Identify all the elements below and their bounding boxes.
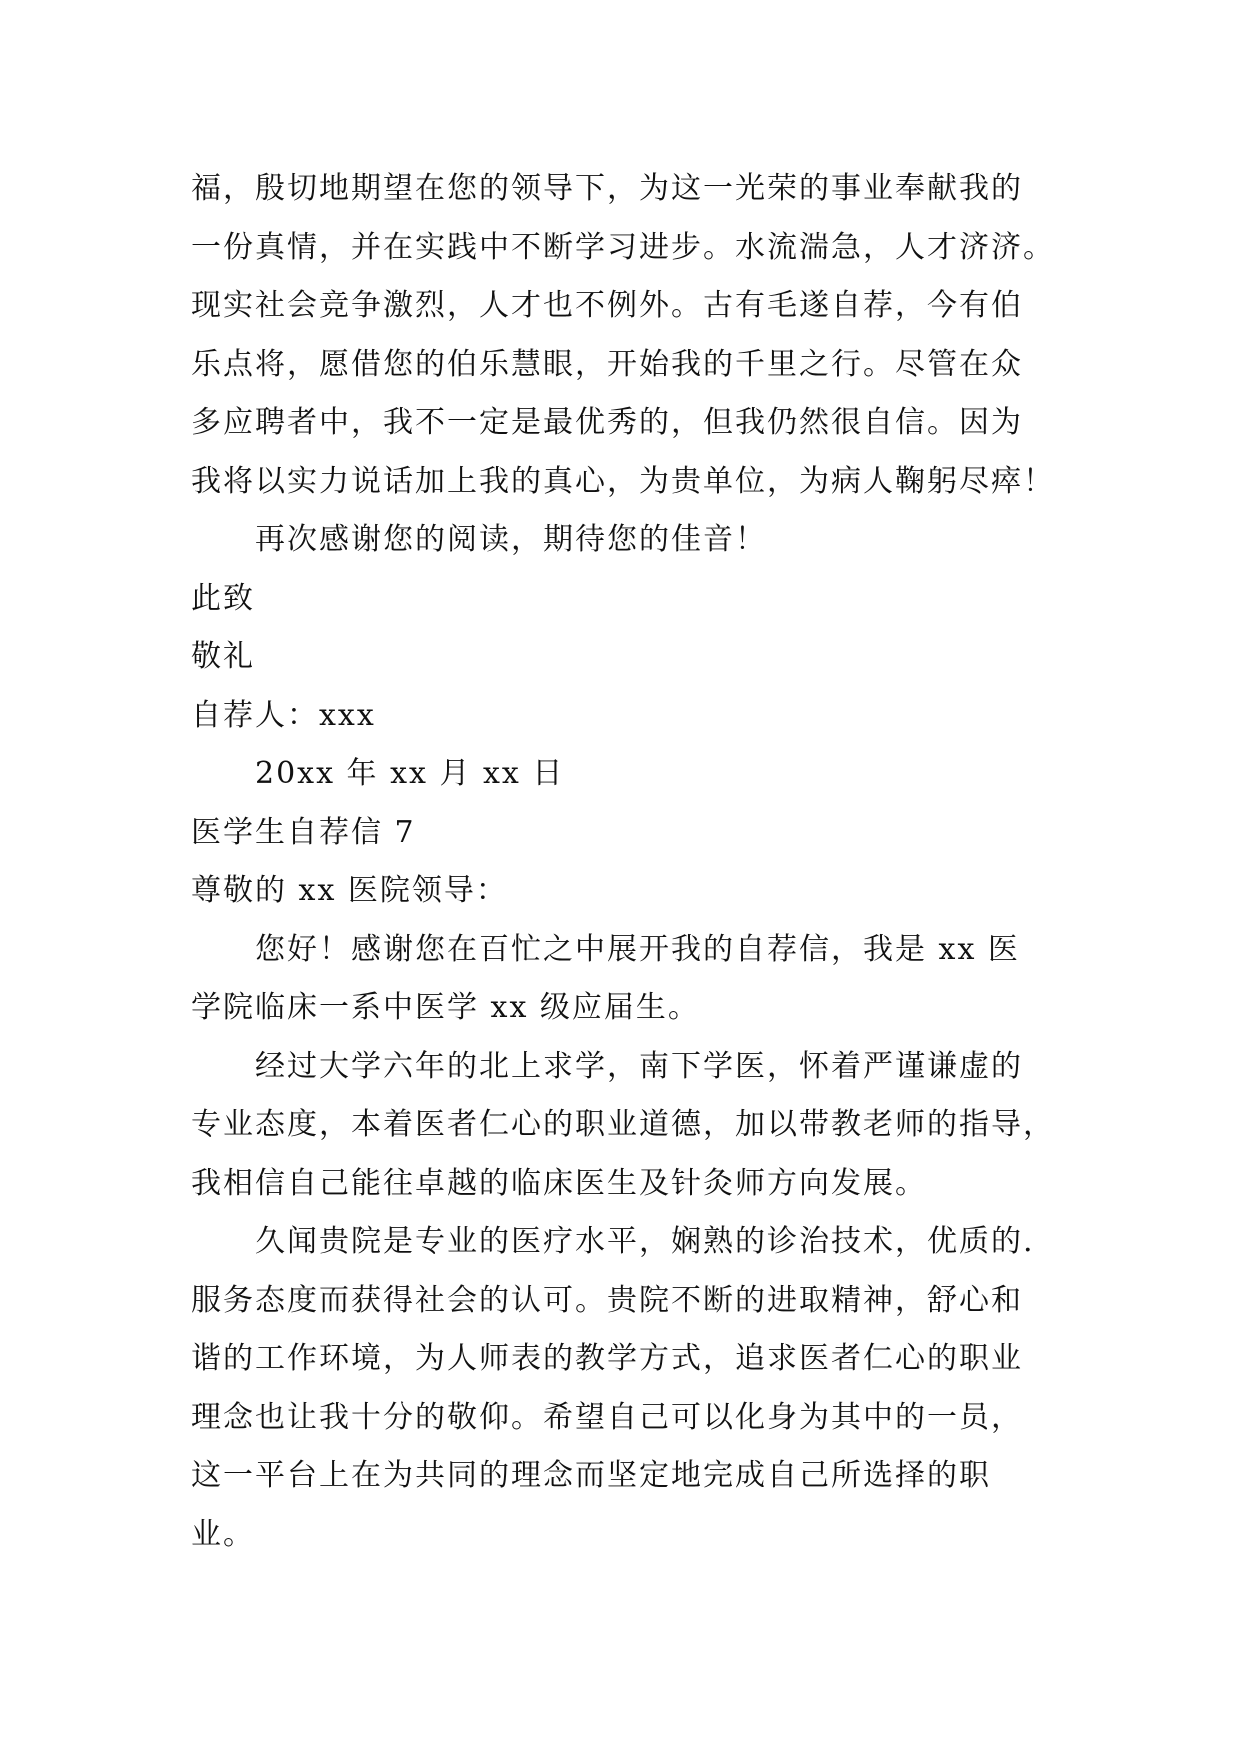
- text-line: 这一平台上在为共同的理念而坚定地完成自己所选择的职: [191, 1458, 991, 1493]
- text-line: 学院临床一系中医学 xx 级应届生。: [191, 990, 700, 1025]
- text-line: 我将以实力说话加上我的真心，为贵单位，为病人鞠躬尽瘁！: [191, 463, 1055, 499]
- text-line: 多应聘者中，我不一定是最优秀的，但我仍然很自信。因为: [191, 405, 1023, 440]
- text-line: 理念也让我十分的敬仰。希望自己可以化身为其中的一员，: [191, 1399, 1023, 1435]
- text-line: 业。: [191, 1516, 255, 1552]
- text-line: 久闻贵院是专业的医疗水平，娴熟的诊治技术，优质的.: [255, 1224, 1035, 1259]
- signature-name: 自荐人：xxx: [191, 697, 376, 733]
- text-line: 福，殷切地期望在您的领导下，为这一光荣的事业奉献我的: [191, 171, 1023, 206]
- text-line: 谐的工作环境，为人师表的教学方式，追求医者仁心的职业: [191, 1341, 1023, 1376]
- signature-date: 20xx 年 xx 月 xx 日: [255, 756, 565, 791]
- text-line: 现实社会竞争激烈，人才也不例外。古有毛遂自荐，今有伯: [191, 288, 1023, 323]
- salutation-jingli: 敬礼: [191, 639, 255, 674]
- text-line: 服务态度而获得社会的认可。贵院不断的进取精神，舒心和: [191, 1282, 1023, 1318]
- text-line: 乐点将，愿借您的伯乐慧眼，开始我的千里之行。尽管在众: [191, 346, 1023, 382]
- letter-greeting: 尊敬的 xx 医院领导：: [191, 873, 508, 908]
- text-line: 您好！感谢您在百忙之中展开我的自荐信，我是 xx 医: [255, 931, 1020, 967]
- section-title: 医学生自荐信 7: [191, 814, 416, 850]
- document-body: [191, 160, 1055, 1564]
- text-line: 经过大学六年的北上求学，南下学医，怀着严谨谦虚的: [255, 1048, 1023, 1084]
- text-line: 我相信自己能往卓越的临床医生及针灸师方向发展。: [191, 1165, 927, 1201]
- salutation-cizhi: 此致: [191, 580, 255, 616]
- text-line: 专业态度，本着医者仁心的职业道德，加以带教老师的指导，: [191, 1107, 1055, 1142]
- closing-thanks: 再次感谢您的阅读，期待您的佳音！: [255, 522, 767, 557]
- text-line: 一份真情，并在实践中不断学习进步。水流湍急，人才济济。: [191, 229, 1055, 265]
